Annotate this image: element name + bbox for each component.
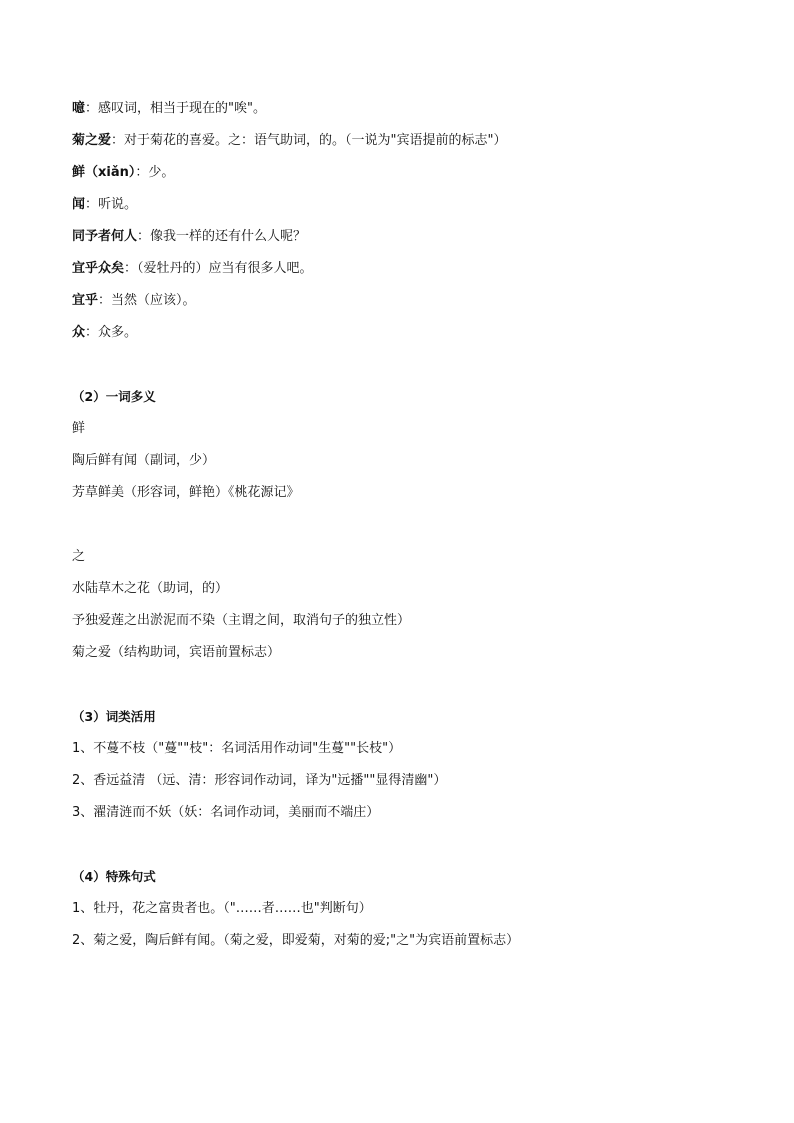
polysemy-example: 菊之爱（结构助词，宾语前置标志） [72,645,281,660]
glossary-entry [72,130,752,162]
glossary-separator: ： [111,133,125,148]
polysemy-example: 水陆草木之花（助词，的） [72,581,229,596]
glossary-separator: ： [98,293,112,308]
glossary-entry [72,226,752,258]
glossary-term: 菊之爱 [72,133,112,148]
special-sentence-item: 2、菊之爱，陶后鲜有闻。（菊之爱，即爱菊，对菊的爱;"之"为宾语前置标志） [72,933,520,948]
glossary-term: 宜乎 [72,293,99,308]
word-class-item: 1、不蔓不枝（"蔓""枝"：名词活用作动词"生蔓""长枝"） [72,741,402,756]
glossary-term: 噫 [72,101,86,116]
glossary-entry [72,194,752,226]
glossary-entry [72,162,752,194]
word-class-item: 3、濯清涟而不妖（妖：名词作动词，美丽而不端庄） [72,805,380,820]
word-class-item: 2、香远益清 （远、清：形容词作动词，译为"远播""显得清幽"） [72,773,447,788]
glossary-separator: ： [85,101,99,116]
polysemy-word: 鲜 [72,421,86,436]
glossary-definition: 当然（应该）。 [111,293,196,308]
glossary-separator: ： [85,197,99,212]
glossary-definition: （爱牡丹的）应当有很多人吧。 [137,261,313,276]
glossary-term: 宜乎众矣 [72,261,125,276]
polysemy-example: 予独爱莲之出淤泥而不染（主谓之间，取消句子的独立性） [72,613,411,628]
polysemy-example: 芳草鲜美（形容词，鲜艳）《桃花源记》 [72,485,300,500]
glossary-entry [72,290,752,322]
blank-line [72,354,752,386]
glossary-separator: ： [137,229,151,244]
glossary-separator: ： [85,325,99,340]
glossary-entry [72,98,752,130]
section-heading-word-class: （3）词类活用 [72,709,156,724]
blank-line [72,514,752,546]
glossary-term: 鲜（xiǎn） [72,165,136,180]
glossary-definition: 感叹词，相当于现在的"唉"。 [98,101,266,116]
glossary-definition: 对于菊花的喜爱。之：语气助词，的。（一说为"宾语提前的标志"） [124,133,507,148]
polysemy-word: 之 [72,549,86,564]
glossary-term: 众 [72,325,86,340]
special-sentence-item: 1、牡丹，花之富贵者也。（"……者……也"判断句） [72,901,372,916]
section-heading-polysemy: （2）一词多义 [72,389,156,404]
glossary-definition: 听说。 [98,197,138,212]
glossary-entry [72,322,752,354]
glossary-definition: 少。 [148,165,175,180]
blank-line [72,674,752,706]
glossary-definition: 像我一样的还有什么人呢？ [150,229,307,244]
blank-line [72,834,752,866]
glossary-term: 同予者何人 [72,229,138,244]
glossary-separator: ： [124,261,138,276]
glossary-entry [72,258,752,290]
document-page [72,98,752,962]
glossary-separator: ： [135,165,149,180]
polysemy-example: 陶后鲜有闻（副词，少） [72,453,216,468]
glossary-definition: 众多。 [98,325,138,340]
glossary-term: 闻 [72,197,86,212]
section-heading-special-sentence: （4）特殊句式 [72,869,156,884]
